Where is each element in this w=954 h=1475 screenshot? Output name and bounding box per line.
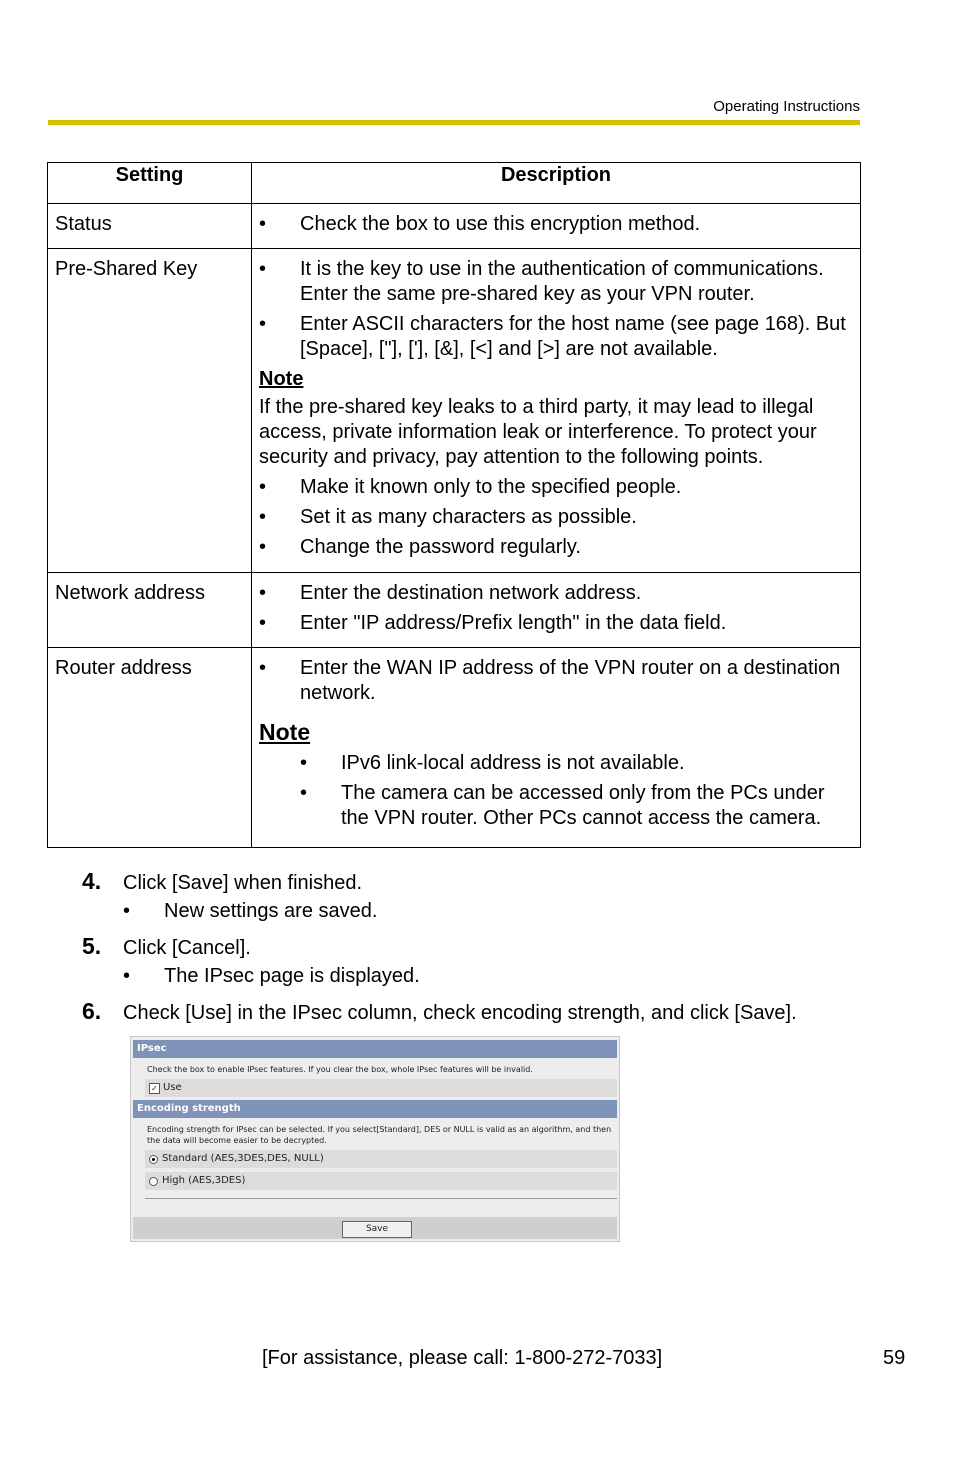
setting-description bbox=[252, 573, 861, 648]
page-number: 59 bbox=[883, 1347, 906, 1369]
step-number: 5. bbox=[82, 933, 102, 959]
table-header-row bbox=[48, 163, 861, 204]
setting-name: Status bbox=[48, 204, 252, 249]
table-row bbox=[48, 648, 861, 848]
assistance-text: [For assistance, please call: 1-800-272-7033] bbox=[262, 1347, 663, 1369]
note-heading: Note bbox=[259, 368, 304, 390]
col-header-description: Description bbox=[252, 163, 861, 204]
step-result: • The IPsec page is displayed. bbox=[123, 965, 420, 987]
standard-radio-row[interactable] bbox=[145, 1150, 617, 1168]
radio-selected-icon[interactable] bbox=[149, 1155, 158, 1164]
high-radio-row[interactable] bbox=[145, 1172, 617, 1190]
checkbox-icon[interactable]: ✓ bbox=[149, 1083, 160, 1094]
step-number: 4. bbox=[82, 868, 102, 894]
note-heading: Note bbox=[259, 719, 311, 745]
ipsec-settings-screenshot bbox=[130, 1036, 620, 1242]
header-rule bbox=[48, 120, 860, 125]
note-text: If the pre-shared key leaks to a third party, it may lead to illegal access, private information leak or interference. To protect your security and privacy, pay attention to the following points. bbox=[259, 396, 817, 468]
ipsec-section-title: IPsec bbox=[133, 1040, 617, 1058]
setting-name: Network address bbox=[48, 573, 252, 648]
bullet-item: • IPv6 link-local address is not available. bbox=[300, 752, 685, 774]
table-row bbox=[48, 249, 861, 573]
encoding-section-title: Encoding strength bbox=[133, 1100, 617, 1118]
bullet-item: • Make it known only to the specified people. bbox=[259, 476, 682, 498]
bullet-item: • Check the box to use this encryption method. bbox=[259, 213, 701, 235]
divider bbox=[145, 1198, 617, 1199]
use-label: Use bbox=[163, 1082, 182, 1093]
table-row bbox=[48, 573, 861, 648]
step-number: 6. bbox=[82, 998, 102, 1024]
bullet-item: • Change the password regularly. bbox=[259, 536, 581, 558]
encoding-description: Encoding strength for IPsec can be selected. If you select[Standard], DES or NULL is valid as an algorithm, and then the data will become easier to be decrypted. bbox=[147, 1125, 612, 1145]
step-item bbox=[82, 933, 882, 965]
running-header: Operating Instructions bbox=[713, 98, 860, 115]
step-text: Check [Use] in the IPsec column, check encoding strength, and click [Save]. bbox=[123, 1002, 797, 1024]
button-bar bbox=[133, 1217, 617, 1239]
standard-label: Standard (AES,3DES,DES, NULL) bbox=[162, 1153, 324, 1164]
radio-unselected-icon[interactable] bbox=[149, 1177, 158, 1186]
use-checkbox-row[interactable] bbox=[145, 1079, 617, 1097]
bullet-item: • The camera can be accessed only from the PCs under the VPN router. Other PCs cannot access the camera. bbox=[300, 782, 825, 829]
step-text: Click [Save] when finished. bbox=[123, 872, 363, 894]
step-item bbox=[82, 868, 882, 900]
setting-description bbox=[252, 648, 861, 848]
step-result: • New settings are saved. bbox=[123, 900, 378, 922]
col-header-setting: Setting bbox=[48, 163, 252, 204]
setting-description bbox=[252, 204, 861, 249]
ipsec-description: Check the box to enable IPsec features. If you clear the box, whole IPsec features will be invalid. bbox=[147, 1065, 533, 1074]
bullet-item: • It is the key to use in the authentication of communications. Enter the same pre-shared key as your VPN router. bbox=[259, 258, 824, 305]
setting-description bbox=[252, 249, 861, 573]
step-list bbox=[82, 868, 882, 1030]
bullet-item: • Enter the destination network address. bbox=[259, 582, 642, 604]
bullet-item: • Enter the WAN IP address of the VPN router on a destination network. bbox=[259, 657, 841, 704]
bullet-item: • Enter "IP address/Prefix length" in the data field. bbox=[259, 612, 727, 634]
table-row bbox=[48, 204, 861, 249]
setting-name: Router address bbox=[48, 648, 252, 848]
save-button[interactable]: Save bbox=[342, 1221, 412, 1238]
bullet-item: • Enter ASCII characters for the host name (see page 168). But [Space], ["], ['], [&], [<] and [>] are not available. bbox=[259, 313, 846, 360]
high-label: High (AES,3DES) bbox=[162, 1175, 246, 1186]
step-text: Click [Cancel]. bbox=[123, 937, 251, 959]
settings-table bbox=[47, 162, 861, 848]
bullet-item: • Set it as many characters as possible. bbox=[259, 506, 637, 528]
setting-name: Pre-Shared Key bbox=[48, 249, 252, 573]
step-item bbox=[82, 998, 882, 1030]
